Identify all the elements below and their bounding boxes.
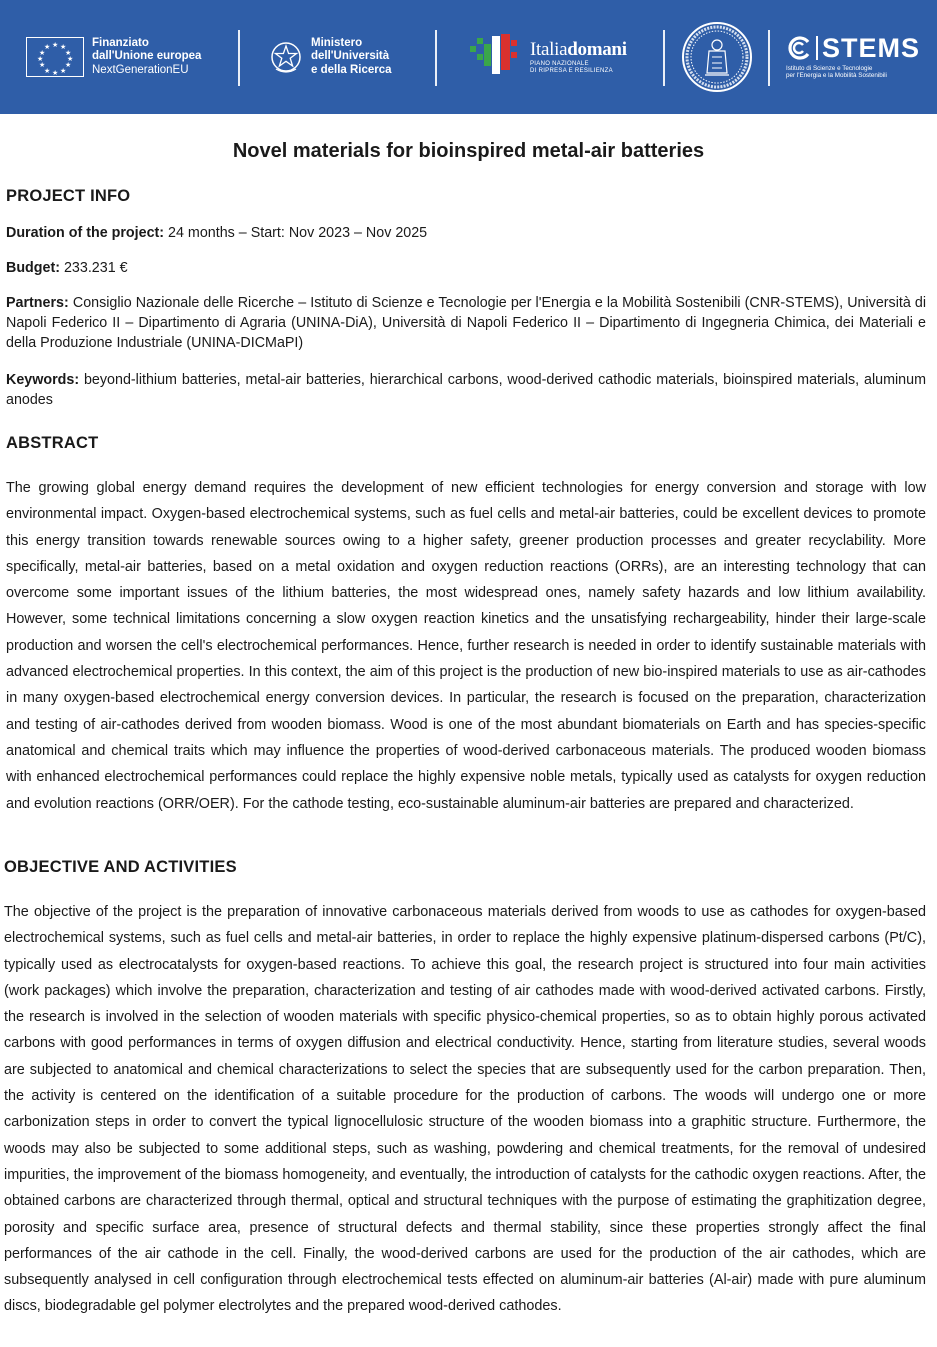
stems-logo-block: [786, 32, 921, 80]
abstract-text: The growing global energy demand requires the development of new efficient technologies for energy conversion and storage with low environmental impact. Oxygen-based electrochemical systems, such as fuel cells and metal-air batteries, could be excellent devices to promote this energy transition towards renewable sources owing to a higher safety, greener production processes and greater recyclability. More specifically, metal-air batteries, based on a metal oxidation and oxygen reduction reactions (ORRs), are an interesting technology that can overcome some important issues of the lithium batteries, the most widespread ones, namely safety hazards and low lithium availability. However, some technical limitations concerning a slow oxygen reaction kinetics and the unsatisfying rechargeability, hinder their large-scale production and worsen the cell's electrochemical performances. Hence, further research is needed in order to identify sustainable materials with advanced electrochemical properties. In this context, the aim of this project is the production of new bio-inspired materials to use as air-cathodes in many oxygen-based electrochemical energy conversion devices. In particular, the research is focused on the preparation, characterization and testing of air-cathodes derived from wooden biomass. Wood is one of the most abundant biomaterials on Earth and has species-specific anatomical and chemical traits which may influence the properties of wood-derived carbonaceous materials. The produced wooden biomass with enhanced electrochemical performances could replace the highly expensive noble metals, typically used as catalysts for oxygen reduction and evolution reactions (ORR/OER). For the cathode testing, eco-sustainable aluminum-air batteries are prepared and characterized.: [6, 480, 926, 812]
stems-mark-icon: [786, 35, 812, 61]
italia-domani-logo: [468, 0, 627, 114]
keywords-field: [6, 370, 926, 410]
banner-divider: [663, 30, 665, 86]
banner-divider: [768, 30, 770, 86]
stems-wordmark: [786, 32, 921, 63]
eu-line-2: dall'Unione europea: [92, 50, 202, 63]
duration-field: [6, 223, 926, 243]
eu-line-3: NextGenerationEU: [92, 63, 189, 76]
italia-word: Italia: [530, 39, 568, 60]
ministry-line-3: e della Ricerca: [311, 63, 392, 76]
stems-logo: [786, 0, 920, 114]
university-seal-icon: [681, 21, 753, 93]
banner-divider: [238, 30, 240, 86]
ministry-line-1: Ministero: [311, 36, 363, 49]
partners-value: Consiglio Nazionale delle Ricerche – Istituto di Scienze e Tecnologie per l'Energia e la Mobilità Sostenibili (CNR-STEMS), Università di Napoli Federico II – Dipartimento di Agraria (UNINA-DiA), Università di Napoli Federico II – Dipartimento di Ingegneria Chimica, dei Materiali e della Produzione Industriale (UNINA-DICMaPI): [6, 295, 926, 351]
duration-value: 24 months – Start: Nov 2023 – Nov 2025: [168, 225, 428, 241]
header-banner: [0, 0, 937, 114]
ministry-logo: [270, 0, 392, 114]
italian-emblem-icon: [270, 37, 302, 77]
stems-name: STEMS: [822, 32, 921, 63]
stems-sub-1: Istituto di Scienze e Tecnologie: [786, 64, 873, 72]
domani-word: domani: [567, 39, 627, 60]
project-info-heading: PROJECT INFO: [6, 187, 131, 205]
eu-funding-logo: [26, 0, 201, 114]
budget-field: [6, 258, 926, 278]
abstract-heading: ABSTRACT: [6, 434, 99, 452]
eu-line-1: Finanziato: [92, 36, 149, 49]
budget-label: Budget:: [6, 260, 60, 276]
partners-field: [6, 293, 926, 353]
stems-sub-2: per l'Energia e la Mobilità Sostenibili: [786, 72, 887, 79]
objectives-text: The objective of the project is the preparation of innovative carbonaceous materials derived from woods to use as cathodes for oxygen-based electrochemical systems, such as fuel cells and metal-air batteries, in order to replace the highly expensive platinum-dispersed carbons (Pt/C), typically used as electrocatalysts for oxygen-based reactions. To achieve this goal, the research project is structured into four main activities (work packages) which involve the preparation, characterization and testing of air cathodes made with wood-derived activated carbons. Firstly, the research is involved in the selection of wooden materials with specific physico-chemical properties, so as to obtain highly porous activated carbons with good performances in terms of oxygen diffusion and electrical conductivity. Hence, starting from literature studies, several woods are subjected to anatomical and chemical characterizations to select the species that are subsequently used for the carbon preparation. Then, the activity is centered on the identification of a suitable procedure for the production of carbons. The woods will undergo one or more carbonization steps in order to convert the typical lignocellulosic structure of the wooden biomass into a graphitic structure. Furthermore, the woods may also be subjected to some additional steps, such as washing, powdering and chemical treatments, for the removal of undesired impurities, the improvement of the biomass homogeneity, and eventually, the introduction of catalysts for the cathodic oxygen reactions. After, the obtained carbons are characterized through thermal, optical and structural techniques with the purpose of estimating the graphitization degree, porosity and specific surface area, presence of structural defects and thermal stability, since these properties strongly affect the final performances of the air cathode in the cell. Finally, the wood-derived carbons are used for the production of the air cathodes, which are subsequently analysed in cell configuration through electrochemical tests effected on aluminum-air batteries (Al-air) made with pure aluminum discs, biodegradable gel polymer electrolytes and the prepared wood-derived cathodes.: [4, 904, 926, 1315]
budget-value: 233.231 €: [63, 260, 128, 276]
stems-bar: [816, 36, 818, 60]
objectives-heading: OBJECTIVE AND ACTIVITIES: [4, 858, 237, 876]
ministry-logo-text: [311, 37, 392, 78]
italia-domani-flag-icon: [468, 32, 526, 82]
italia-domani-sub-2: DI RIPRESA E RESILIENZA: [530, 68, 613, 74]
italia-domani-text: [530, 39, 627, 75]
banner-divider: [435, 30, 437, 86]
italia-domani-sub-1: PIANO NAZIONALE: [530, 61, 589, 67]
keywords-label: Keywords:: [6, 372, 80, 388]
document-title: Novel materials for bioinspired metal-air batteries: [232, 140, 705, 162]
eu-logo-text: [92, 37, 201, 78]
eu-flag-icon: ★ ★ ★ ★ ★ ★ ★ ★ ★ ★ ★ ★: [26, 37, 84, 77]
partners-label: Partners:: [6, 295, 69, 311]
university-seal-logo: [681, 0, 753, 114]
duration-label: Duration of the project:: [6, 225, 165, 241]
keywords-value: beyond-lithium batteries, metal-air batteries, hierarchical carbons, wood-derived cathodic materials, bioinspired materials, aluminum anodes: [6, 372, 926, 408]
italia-domani-name: [530, 39, 627, 61]
ministry-line-2: dell'Università: [311, 50, 390, 63]
